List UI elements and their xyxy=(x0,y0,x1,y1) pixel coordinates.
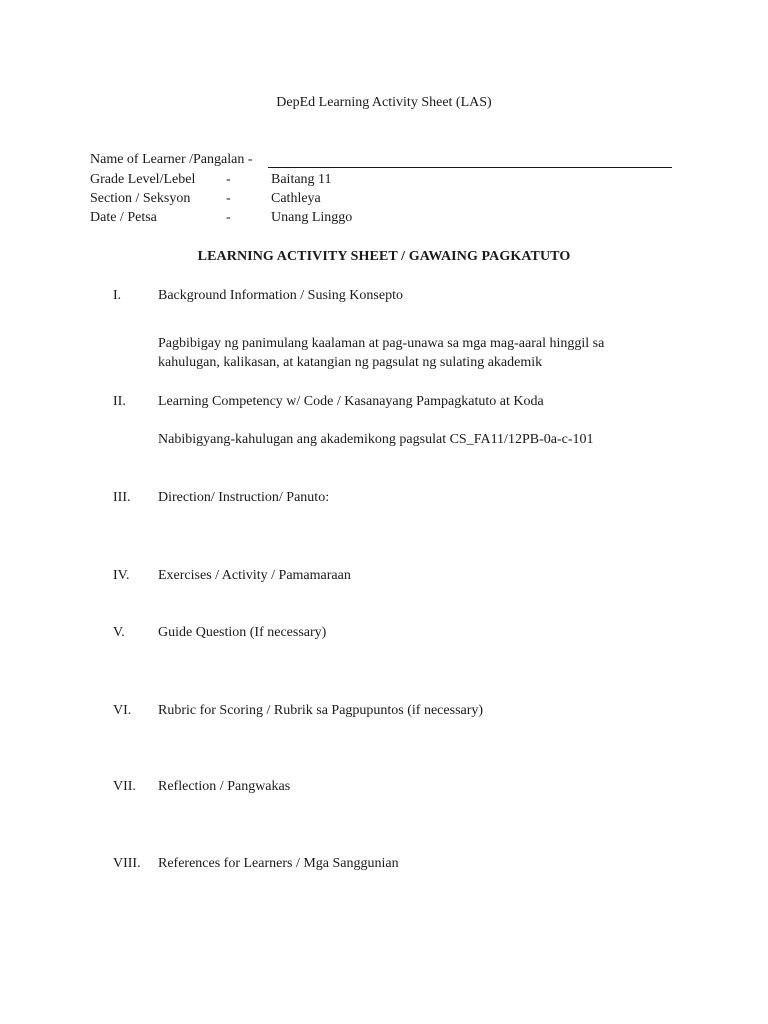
section-number-iv: IV. xyxy=(113,568,130,583)
grade-level-dash: - xyxy=(226,172,231,187)
document-title: DepEd Learning Activity Sheet (LAS) xyxy=(276,95,492,110)
section-number-vii: VII. xyxy=(113,779,136,794)
section-title-guide-question: Guide Question (If necessary) xyxy=(158,625,327,640)
section-title-background: Background Information / Susing Konsepto xyxy=(158,288,403,303)
section-title-competency: Learning Competency w/ Code / Kasanayang Pampagkatuto at Koda xyxy=(158,394,544,409)
learner-name-blank-line xyxy=(268,152,672,168)
background-body-line-1: Pagbibigay ng panimulang kaalaman at pag-unawa sa mga mag-aaral hinggil sa xyxy=(158,336,605,351)
section-number-viii: VIII. xyxy=(113,856,141,871)
grade-level-label: Grade Level/Lebel xyxy=(90,172,196,187)
section-number-v: V. xyxy=(113,625,125,640)
date-label: Date / Petsa xyxy=(90,210,157,225)
date-dash: - xyxy=(226,210,231,225)
background-body-line-2: kahulugan, kalikasan, at katangian ng pagsulat ng sulating akademik xyxy=(158,355,543,370)
section-number-iii: III. xyxy=(113,490,131,505)
section-title-reflection: Reflection / Pangwakas xyxy=(158,779,291,794)
date-value: Unang Linggo xyxy=(271,210,353,225)
section-title-direction: Direction/ Instruction/ Panuto: xyxy=(158,490,330,505)
section-number-ii: II. xyxy=(113,394,126,409)
learner-name-label: Name of Learner /Pangalan - xyxy=(90,152,253,167)
section-label: Section / Seksyon xyxy=(90,191,191,206)
grade-level-value: Baitang 11 xyxy=(271,172,332,187)
section-dash: - xyxy=(226,191,231,206)
competency-body-line: Nabibigyang-kahulugan ang akademikong pagsulat CS_FA11/12PB-0a-c-101 xyxy=(158,432,594,447)
section-title-rubric: Rubric for Scoring / Rubrik sa Pagpupuntos (if necessary) xyxy=(158,703,484,718)
section-title-exercises: Exercises / Activity / Pamamaraan xyxy=(158,568,351,583)
section-title-references: References for Learners / Mga Sanggunian xyxy=(158,856,399,871)
section-number-i: I. xyxy=(113,288,122,303)
section-number-vi: VI. xyxy=(113,703,132,718)
section-value: Cathleya xyxy=(271,191,321,206)
activity-sheet-heading: LEARNING ACTIVITY SHEET / GAWAING PAGKATUTO xyxy=(197,249,571,264)
